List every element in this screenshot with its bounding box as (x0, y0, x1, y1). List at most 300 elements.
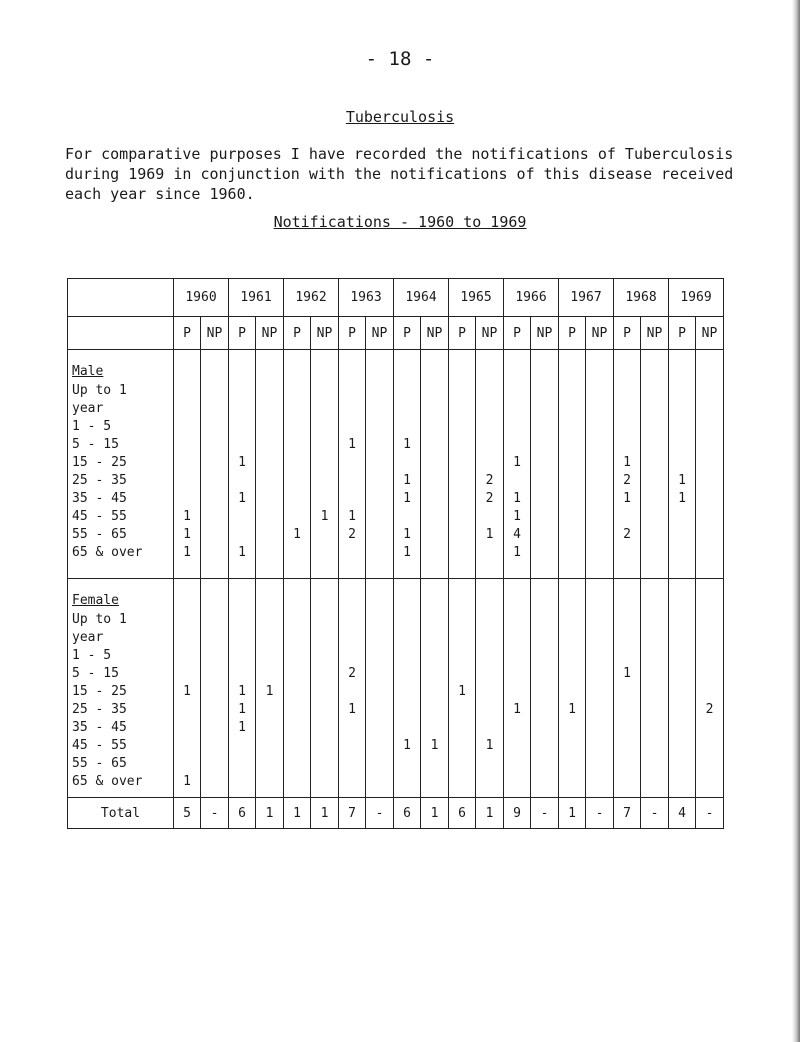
notification-count (339, 454, 365, 472)
notification-count (201, 665, 228, 683)
p-header: P (174, 317, 201, 350)
notification-count: 1 (513, 491, 521, 506)
total-value: 1 (256, 798, 284, 829)
heading-spacer (174, 591, 200, 611)
notification-count (449, 508, 475, 526)
notification-count (256, 418, 283, 436)
notification-count: 2 (485, 473, 494, 488)
p-header: P (504, 317, 531, 350)
age-group-label: 25 - 35 (72, 702, 127, 717)
notification-count (669, 611, 695, 629)
notification-count (256, 611, 283, 629)
notification-count (311, 400, 338, 418)
p-header: P (284, 317, 311, 350)
notification-count (449, 719, 475, 737)
notification-count (504, 719, 530, 737)
notification-count: 1 (485, 738, 494, 753)
notification-count (366, 436, 393, 454)
notification-count (421, 544, 448, 562)
notification-count (531, 508, 558, 526)
notification-count (531, 773, 558, 791)
notification-count (201, 436, 228, 454)
notification-count (614, 382, 640, 400)
notification-count (696, 683, 723, 701)
age-group-label: 45 - 55 (72, 509, 127, 524)
notification-count (201, 629, 228, 647)
notification-count (669, 719, 695, 737)
heading-spacer (504, 591, 530, 611)
notification-count (311, 719, 338, 737)
notification-count: 1 (183, 527, 191, 542)
male-data-column (256, 350, 284, 579)
notification-count (504, 472, 530, 490)
notification-count (339, 737, 365, 755)
notification-count (449, 647, 475, 665)
notification-count (201, 737, 228, 755)
notification-count (696, 472, 723, 490)
notification-count (614, 436, 640, 454)
notification-count (696, 436, 723, 454)
total-value: 7 (614, 798, 641, 829)
heading-spacer (366, 362, 393, 382)
notification-count (311, 472, 338, 490)
notification-count (559, 665, 585, 683)
notification-count (339, 544, 365, 562)
page-edge-shadow (792, 0, 800, 1042)
notification-count (174, 665, 200, 683)
np-header: NP (256, 317, 284, 350)
notification-count (476, 773, 503, 791)
notification-count (311, 755, 338, 773)
notification-count (641, 472, 668, 490)
male-heading: Male (72, 364, 104, 379)
male-data-column (531, 350, 559, 579)
notification-count (669, 665, 695, 683)
notification-count: 1 (238, 455, 246, 470)
notification-count (449, 665, 475, 683)
notification-count (394, 755, 420, 773)
notification-count (256, 755, 283, 773)
p-np-header-row (68, 317, 724, 350)
notification-count (394, 647, 420, 665)
notification-count (256, 490, 283, 508)
notification-count: 4 (513, 527, 521, 542)
np-header: NP (476, 317, 504, 350)
notification-count (504, 737, 530, 755)
notification-count (284, 544, 310, 562)
corner-cell (68, 279, 174, 317)
notification-count (311, 436, 338, 454)
heading-spacer (284, 591, 310, 611)
notification-count (229, 629, 255, 647)
notification-count (339, 611, 365, 629)
notification-count (669, 400, 695, 418)
notification-count (531, 382, 558, 400)
notification-count (421, 508, 448, 526)
total-value: 1 (311, 798, 339, 829)
notification-count (586, 436, 613, 454)
notifications-table (67, 278, 724, 829)
notification-count (284, 454, 310, 472)
female-data-column (394, 579, 421, 798)
notification-count (476, 665, 503, 683)
notification-count (696, 737, 723, 755)
heading-spacer (421, 591, 448, 611)
notification-count: 1 (513, 702, 521, 717)
notification-count: 2 (623, 527, 631, 542)
heading-spacer (559, 591, 585, 611)
heading-spacer (256, 362, 283, 382)
year-header: 1965 (449, 279, 504, 317)
notification-count (284, 683, 310, 701)
total-value: 6 (449, 798, 476, 829)
notification-count: 2 (623, 473, 631, 488)
heading-spacer (394, 591, 420, 611)
notification-count (421, 773, 448, 791)
notification-count (586, 508, 613, 526)
male-data-column (449, 350, 476, 579)
notification-count: 1 (623, 666, 631, 681)
notification-count (586, 472, 613, 490)
notification-count (366, 683, 393, 701)
notification-count (449, 526, 475, 544)
notification-count (476, 418, 503, 436)
notification-count (421, 454, 448, 472)
notification-count (284, 701, 310, 719)
notification-count (311, 611, 338, 629)
notification-count (531, 454, 558, 472)
total-value: 1 (421, 798, 449, 829)
notification-count (229, 508, 255, 526)
notification-count: 1 (403, 437, 411, 452)
notification-count (366, 508, 393, 526)
notification-count (504, 611, 530, 629)
notification-count (311, 647, 338, 665)
heading-spacer (531, 362, 558, 382)
notification-count: 1 (430, 738, 439, 753)
notification-count (559, 382, 585, 400)
female-data-column (284, 579, 311, 798)
notification-count (256, 526, 283, 544)
age-group-label: year (72, 630, 104, 645)
notification-count (476, 629, 503, 647)
notification-count (366, 400, 393, 418)
notification-count (339, 382, 365, 400)
notification-count (284, 719, 310, 737)
female-data-column (476, 579, 504, 798)
notification-count (531, 683, 558, 701)
notification-count (174, 719, 200, 737)
notification-count (256, 665, 283, 683)
notification-count (669, 755, 695, 773)
notification-count (256, 454, 283, 472)
notification-count (559, 454, 585, 472)
notification-count (201, 508, 228, 526)
notification-count: 2 (485, 491, 494, 506)
notification-count (449, 611, 475, 629)
heading-spacer (229, 362, 255, 382)
notification-count (696, 454, 723, 472)
notification-count (366, 773, 393, 791)
notification-count (586, 647, 613, 665)
notification-count (586, 755, 613, 773)
female-data-column (311, 579, 339, 798)
heading-spacer (311, 591, 338, 611)
notification-count (256, 647, 283, 665)
notification-count (641, 701, 668, 719)
notification-count (201, 755, 228, 773)
age-group-label: 35 - 45 (72, 720, 127, 735)
notification-count (229, 647, 255, 665)
notification-count (559, 647, 585, 665)
notification-count (531, 472, 558, 490)
p-header: P (614, 317, 641, 350)
notification-count (201, 382, 228, 400)
notification-count (339, 683, 365, 701)
notification-count (284, 508, 310, 526)
year-header: 1960 (174, 279, 229, 317)
notification-count (174, 454, 200, 472)
notification-count (366, 701, 393, 719)
notification-count (394, 418, 420, 436)
total-value: - (366, 798, 394, 829)
notification-count (476, 382, 503, 400)
notification-count (696, 508, 723, 526)
notification-count: 1 (293, 527, 301, 542)
notification-count (531, 436, 558, 454)
notification-count (229, 472, 255, 490)
notification-count: 1 (348, 437, 356, 452)
age-group-label: 25 - 35 (72, 473, 127, 488)
total-value: - (531, 798, 559, 829)
notification-count (449, 544, 475, 562)
notification-count (559, 683, 585, 701)
female-data-column (449, 579, 476, 798)
notification-count (256, 400, 283, 418)
age-group-label: 65 & over (72, 545, 143, 560)
notification-count: 2 (348, 666, 356, 681)
notification-count (421, 701, 448, 719)
notification-count: 1 (320, 509, 329, 524)
notification-count (559, 737, 585, 755)
notification-count (669, 701, 695, 719)
notification-count (559, 773, 585, 791)
female-data-column (174, 579, 201, 798)
notification-count (174, 737, 200, 755)
heading-spacer (284, 362, 310, 382)
notification-count (449, 773, 475, 791)
notification-count (339, 472, 365, 490)
notification-count (586, 737, 613, 755)
notification-count (366, 490, 393, 508)
notification-count (586, 665, 613, 683)
section-title (0, 108, 800, 126)
notification-count (366, 382, 393, 400)
page-number: - 18 - (365, 48, 435, 70)
heading-spacer (669, 362, 695, 382)
notification-count: 1 (238, 720, 246, 735)
notification-count (201, 526, 228, 544)
male-data-column (174, 350, 201, 579)
notification-count (256, 436, 283, 454)
notification-count (559, 611, 585, 629)
heading-spacer (256, 591, 283, 611)
notification-count (559, 755, 585, 773)
notification-count: 1 (458, 684, 466, 699)
notification-count (201, 701, 228, 719)
np-header: NP (696, 317, 724, 350)
age-group-label: 55 - 65 (72, 756, 127, 771)
notification-count (284, 418, 310, 436)
notification-count (696, 382, 723, 400)
male-data-column (394, 350, 421, 579)
notification-count (174, 400, 200, 418)
notification-count (669, 526, 695, 544)
notification-count: 1 (403, 738, 411, 753)
notification-count (696, 629, 723, 647)
notification-count (284, 665, 310, 683)
notification-count (174, 472, 200, 490)
notification-count (284, 382, 310, 400)
male-data-column (614, 350, 641, 579)
notification-count (641, 400, 668, 418)
notification-count (256, 544, 283, 562)
heading-spacer (339, 591, 365, 611)
notification-count (421, 436, 448, 454)
notification-count (669, 382, 695, 400)
heading-spacer (201, 591, 228, 611)
notification-count (311, 382, 338, 400)
notification-count (366, 755, 393, 773)
p-header: P (394, 317, 421, 350)
notification-count (559, 526, 585, 544)
notification-count (174, 629, 200, 647)
notification-count (339, 490, 365, 508)
notification-count (641, 719, 668, 737)
heading-spacer (476, 362, 503, 382)
notification-count (476, 611, 503, 629)
notification-count (311, 629, 338, 647)
notification-count (476, 454, 503, 472)
notification-count (669, 418, 695, 436)
notification-count (394, 508, 420, 526)
notification-count (449, 701, 475, 719)
male-data-column (311, 350, 339, 579)
notification-count (669, 544, 695, 562)
notification-count (229, 611, 255, 629)
male-data-column (641, 350, 669, 579)
female-data-column (201, 579, 229, 798)
age-group-label: 45 - 55 (72, 738, 127, 753)
notification-count (256, 472, 283, 490)
notification-count (449, 400, 475, 418)
notification-count (366, 544, 393, 562)
notification-count (476, 683, 503, 701)
male-data-column (669, 350, 696, 579)
age-group-label: Up to 1 (72, 383, 127, 398)
notification-count (256, 773, 283, 791)
notification-count (449, 436, 475, 454)
notification-count (449, 382, 475, 400)
notification-count (531, 490, 558, 508)
notification-count (366, 454, 393, 472)
total-value: 6 (229, 798, 256, 829)
notification-count (394, 719, 420, 737)
notification-count (284, 629, 310, 647)
np-header: NP (531, 317, 559, 350)
notification-count (531, 400, 558, 418)
notification-count (641, 544, 668, 562)
notification-count: 1 (623, 491, 631, 506)
notification-count (586, 719, 613, 737)
age-group-label: 15 - 25 (72, 455, 127, 470)
notification-count (504, 382, 530, 400)
notification-count (531, 737, 558, 755)
notification-count (339, 773, 365, 791)
notification-count (669, 773, 695, 791)
year-header: 1967 (559, 279, 614, 317)
total-value: 9 (504, 798, 531, 829)
heading-spacer (586, 362, 613, 382)
notification-count (284, 490, 310, 508)
notification-count (669, 647, 695, 665)
heading-spacer (449, 362, 475, 382)
notification-count (394, 400, 420, 418)
notification-count (311, 490, 338, 508)
notification-count (201, 683, 228, 701)
year-header: 1968 (614, 279, 669, 317)
notification-count (504, 683, 530, 701)
notification-count: 1 (403, 527, 411, 542)
total-value: 1 (559, 798, 586, 829)
heading-spacer (586, 591, 613, 611)
notification-count (174, 755, 200, 773)
total-row (68, 798, 724, 829)
notification-count: 1 (238, 684, 246, 699)
notification-count (421, 472, 448, 490)
notification-count (641, 436, 668, 454)
notification-count (229, 737, 255, 755)
total-value: 1 (284, 798, 311, 829)
np-header: NP (311, 317, 339, 350)
year-header-row (68, 279, 724, 317)
notification-count (559, 400, 585, 418)
notification-count (696, 773, 723, 791)
notification-count (476, 508, 503, 526)
notification-count (421, 490, 448, 508)
heading-spacer (669, 591, 695, 611)
heading-spacer (641, 591, 668, 611)
female-data-column (256, 579, 284, 798)
np-header: NP (641, 317, 669, 350)
notification-count (559, 490, 585, 508)
notification-count: 1 (183, 509, 191, 524)
notification-count (201, 544, 228, 562)
notification-count (669, 454, 695, 472)
notification-count: 1 (348, 509, 356, 524)
notification-count (339, 400, 365, 418)
notification-count (201, 773, 228, 791)
notification-count (394, 773, 420, 791)
notification-count (284, 755, 310, 773)
notification-count: 1 (238, 702, 246, 717)
notification-count (614, 418, 640, 436)
notification-count (559, 418, 585, 436)
male-data-column (696, 350, 724, 579)
male-data-column (421, 350, 449, 579)
notification-count (559, 436, 585, 454)
year-header: 1964 (394, 279, 449, 317)
